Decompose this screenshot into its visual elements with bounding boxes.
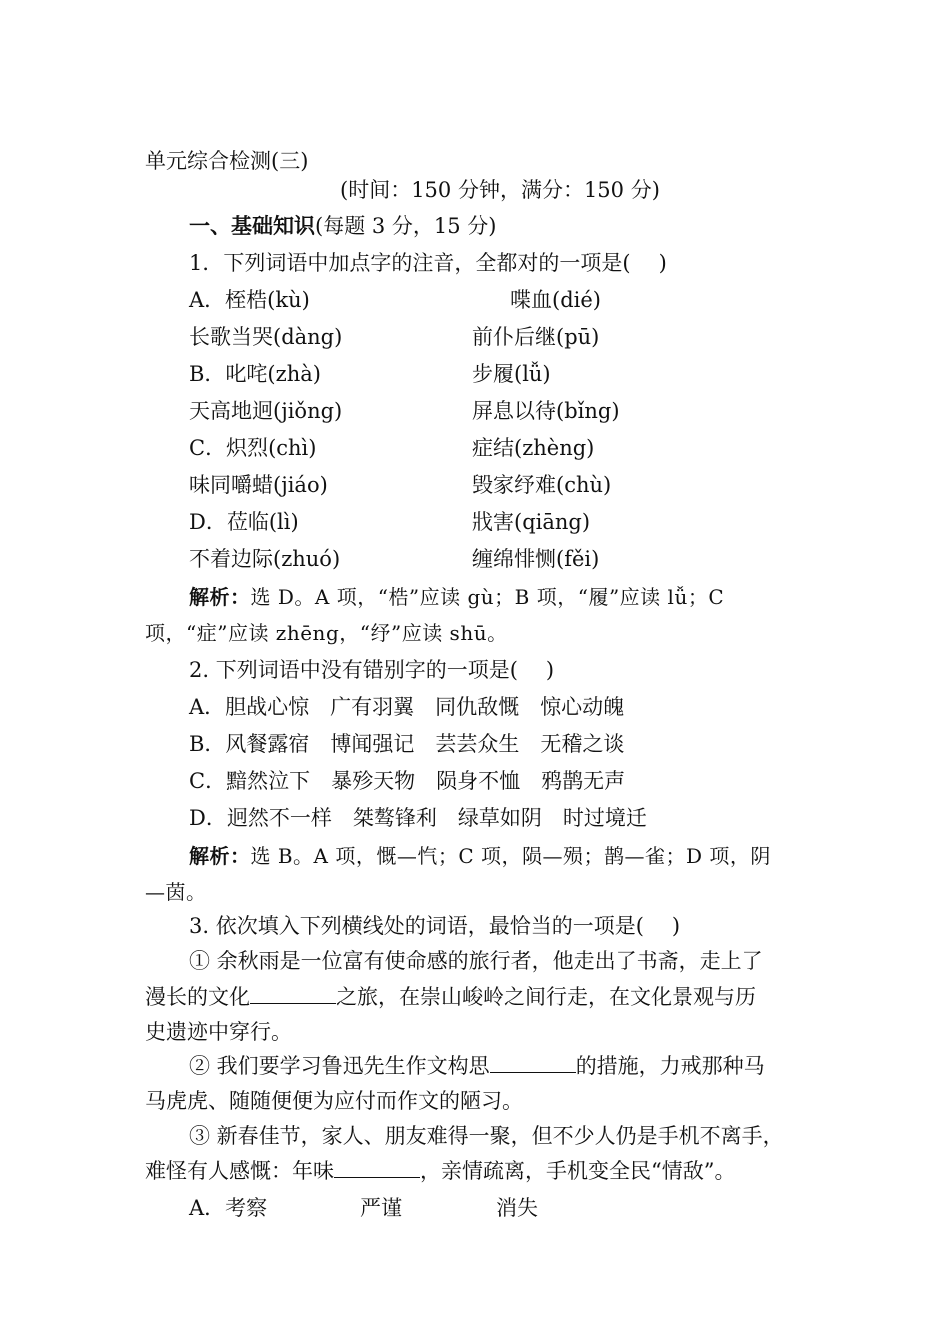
question-1-text: 1．下列词语中加点字的注音，全都对的一项是(: [189, 251, 631, 275]
q2-option-b: B．风餐露宿 博闻强记 芸芸众生 无稽之谈: [189, 732, 625, 756]
section-heading-note: (每题 3 分，15 分): [315, 214, 497, 238]
question-3-paren: ): [671, 914, 681, 938]
question-2-text: 2. 下列词语中没有错别字的一项是(: [189, 658, 518, 682]
q3-s1-post: 之旅，在崇山峻岭之间行走，在文化景观与历: [336, 985, 756, 1009]
question-3-text: 3. 依次填入下列横线处的词语，最恰当的一项是(: [189, 914, 644, 938]
analysis-label: 解析：: [189, 844, 251, 868]
exam-meta: (时间：150 分钟，满分：150 分): [340, 178, 660, 202]
q3-sentence1-line2: [145, 983, 756, 1011]
q3-s1-pre: 漫长的文化: [145, 985, 250, 1009]
q1-analysis-text: 选 D。A 项，“梏”应读 gù；B 项，“履”应读 lǚ；C: [250, 585, 725, 609]
fill-blank-1: [250, 983, 336, 1004]
q2-option-d: D．迥然不一样 桀骜锋利 绿草如阴 时过境迁: [189, 806, 647, 830]
q1-row: [189, 286, 310, 314]
q1-option-d-right: 戕害(qiāng): [472, 510, 591, 534]
document-title: 单元综合检测(三): [145, 149, 309, 173]
q1-row-d2-right: 缠绵悱恻(fěi): [472, 547, 600, 571]
q1-row-a2-right: 前仆后继(pū): [472, 325, 600, 349]
q3-s3-post: ，亲情疏离，手机变全民“情敌”。: [420, 1159, 736, 1183]
q3-s2-post: 的措施，力戒那种马: [575, 1054, 765, 1078]
q1-option-a-left: A．桎梏(kù): [189, 288, 310, 312]
q1-row-c2-right: 毁家纾难(chù): [472, 473, 612, 497]
question-1-paren: ): [658, 251, 667, 275]
q3-sentence1-line3: 史遗迹中穿行。: [145, 1020, 292, 1044]
q1-option-a-right: 喋血(dié): [510, 288, 601, 312]
q2-option-c: C．黯然泣下 暴殄天物 陨身不恤 鸦鹊无声: [189, 769, 626, 793]
q3-sentence3-line1: ③ 新春佳节，家人、朋友难得一聚，但不少人仍是手机不离手，: [189, 1124, 784, 1148]
question-2-paren: ): [545, 658, 555, 682]
question-2-stem: [189, 656, 554, 684]
q1-option-d-left: D．莅临(lì): [189, 510, 299, 534]
q2-analysis-line1: [189, 842, 771, 870]
fill-blank-2: [490, 1052, 576, 1073]
q1-row-b2-right: 屏息以待(bǐng): [472, 399, 620, 423]
question-1-stem: [189, 249, 667, 277]
q1-option-b-left: B．叱咤(zhà): [189, 362, 321, 386]
section-heading-title: 一、基础知识: [189, 213, 315, 238]
q2-analysis-line2: —茵。: [145, 880, 207, 904]
fill-blank-3: [334, 1157, 420, 1178]
q1-row-d2-left: 不着边际(zhuó): [189, 547, 341, 571]
section-heading: [189, 212, 497, 240]
q3-option-a-3: 消失: [496, 1196, 538, 1220]
q2-option-a: A．胆战心惊 广有羽翼 同仇敌慨 惊心动魄: [189, 695, 625, 719]
q1-row-b2-left: 天高地迥(jiǒng): [189, 399, 343, 423]
q3-s2-pre: ② 我们要学习鲁迅先生作文构思: [189, 1054, 490, 1078]
q1-option-b-right: 步履(lǚ): [472, 362, 551, 386]
q1-option-c-right: 症结(zhèng): [472, 436, 595, 460]
q3-s3-pre: 难怪有人感慨：年味: [145, 1159, 334, 1183]
q1-row-a2-left: 长歌当哭(dàng): [189, 325, 343, 349]
q3-sentence1-line1: ① 余秋雨是一位富有使命感的旅行者，他走出了书斋，走上了: [189, 949, 763, 973]
q1-analysis-line2: 项，“症”应读 zhēng，“纾”应读 shū。: [145, 621, 508, 645]
q3-sentence2-line1: [189, 1052, 765, 1080]
q3-sentence2-line2: 马虎虎、随随便便为应付而作文的陋习。: [145, 1089, 523, 1113]
analysis-label: 解析：: [189, 585, 251, 609]
question-3-stem: [189, 912, 680, 940]
q3-sentence3-line2: [145, 1157, 735, 1185]
q3-option-a-1: A．考察: [189, 1196, 268, 1220]
q1-row-c2-left: 味同嚼蜡(jiáo): [189, 473, 328, 497]
q2-analysis-text: 选 B。A 项，慨—忾；C 项，陨—殒；鹊—雀；D 项，阴: [250, 844, 771, 868]
q1-analysis-line1: [189, 583, 724, 611]
q3-option-a-2: 严谨: [360, 1196, 402, 1220]
q1-option-c-left: C．炽烈(chì): [189, 436, 317, 460]
